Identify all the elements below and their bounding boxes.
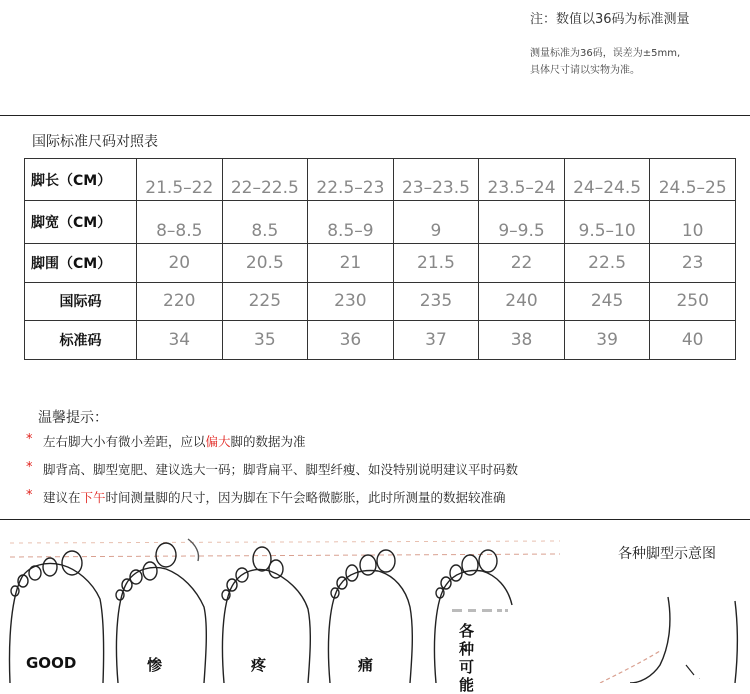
row-header-standard-size: 标准码 (25, 321, 137, 360)
foot-label-vertical (459, 622, 474, 694)
table-cell: 9 (393, 201, 479, 243)
table-cell: 9.5–10 (564, 201, 650, 243)
tip-highlight: 下午 (80, 490, 106, 505)
table-cell: 40 (650, 321, 736, 360)
foot-label-good: GOOD (26, 654, 77, 672)
foot-label-4: 痛 (358, 656, 374, 674)
divider-bottom (0, 519, 750, 520)
table-cell: 20.5 (222, 243, 308, 282)
table-cell: 24.5–25 (650, 159, 736, 201)
table-cell: 21.5 (393, 243, 479, 282)
table-cell: 22.5–23 (308, 159, 394, 201)
row-header-international-size: 国际码 (25, 282, 137, 321)
measurement-note-line-2: 具体尺寸请以实物为准。 (530, 65, 640, 76)
foot-label-2: 惨 (147, 656, 163, 674)
size-chart-table (24, 158, 736, 360)
table-cell: 22.5 (564, 243, 650, 282)
table-cell: 250 (650, 282, 736, 321)
tip-item (26, 432, 306, 450)
table-cell: 22 (479, 243, 565, 282)
asterisk-icon: * (26, 488, 33, 503)
table-cell: 21 (308, 243, 394, 282)
tip-item (26, 488, 506, 506)
table-cell: 235 (393, 282, 479, 321)
table-cell: 21.5–22 (137, 159, 223, 201)
table-cell: 24–24.5 (564, 159, 650, 201)
table-cell: 37 (393, 321, 479, 360)
table-cell: 39 (564, 321, 650, 360)
side-foot-profile-icon (600, 597, 737, 683)
vertical-char: 能 (459, 676, 475, 694)
foot-outline-icon (222, 547, 310, 683)
dashed-guide-line (10, 541, 560, 543)
table-cell: 36 (308, 321, 394, 360)
table-cell: 23–23.5 (393, 159, 479, 201)
tip-text: 时间测量脚的尺寸，因为脚在下午会略微膨胀，此时所测量的数据较准确 (105, 490, 506, 505)
table-cell: 22–22.5 (222, 159, 308, 201)
table-cell: 38 (479, 321, 565, 360)
table-cell: 245 (564, 282, 650, 321)
table-cell: 8.5 (222, 201, 308, 243)
tip-item (26, 460, 518, 478)
text-fragment-marks (452, 609, 508, 612)
size-chart-title: 国际标准尺码对照表 (32, 134, 158, 150)
foot-shapes-title: 各种脚型示意图 (618, 546, 716, 562)
table-cell: 240 (479, 282, 565, 321)
table-cell: 23.5–24 (479, 159, 565, 201)
measurement-note-line-1: 测量标准为36码，误差为±5mm, (530, 48, 681, 59)
vertical-char: 可 (459, 658, 475, 676)
dashed-guide-line (10, 554, 560, 557)
svg-text:·: · (698, 673, 701, 683)
tip-text: 脚背高、脚型宽肥、建议选大一码；脚背扁平、脚型纤瘦、如没特别说明建议平时码数 (42, 462, 518, 477)
tip-text: 脚的数据为准 (230, 434, 306, 449)
divider-top (0, 115, 750, 116)
table-cell: 35 (222, 321, 308, 360)
vertical-char: 种 (459, 640, 475, 658)
table-cell: 20 (137, 243, 223, 282)
tip-highlight: 偏大 (205, 434, 231, 449)
table-cell: 220 (137, 282, 223, 321)
table-row (25, 159, 736, 201)
vertical-char: 各 (459, 622, 475, 640)
asterisk-icon: * (26, 432, 33, 447)
tips-title: 温馨提示： (38, 410, 108, 426)
tip-text: 建议在 (42, 490, 81, 505)
table-row (25, 243, 736, 282)
table-row (25, 282, 736, 321)
table-cell: 34 (137, 321, 223, 360)
table-cell: 8.5–9 (308, 201, 394, 243)
table-row (25, 321, 736, 360)
table-cell: 8–8.5 (137, 201, 223, 243)
table-cell: 10 (650, 201, 736, 243)
measurement-note-title: 注：数值以36码为标准测量 (530, 12, 690, 27)
row-header-foot-length: 脚长（CM） (25, 159, 137, 201)
row-header-foot-girth: 脚围（CM） (25, 243, 137, 282)
row-header-foot-width: 脚宽（CM） (25, 201, 137, 243)
table-row (25, 201, 736, 243)
table-cell: 225 (222, 282, 308, 321)
foot-label-3: 疼 (251, 656, 267, 674)
asterisk-icon: * (26, 460, 33, 475)
table-cell: 23 (650, 243, 736, 282)
table-cell: 9–9.5 (479, 201, 565, 243)
table-cell: 230 (308, 282, 394, 321)
tip-text: 左右脚大小有微小差距，应以 (42, 434, 206, 449)
